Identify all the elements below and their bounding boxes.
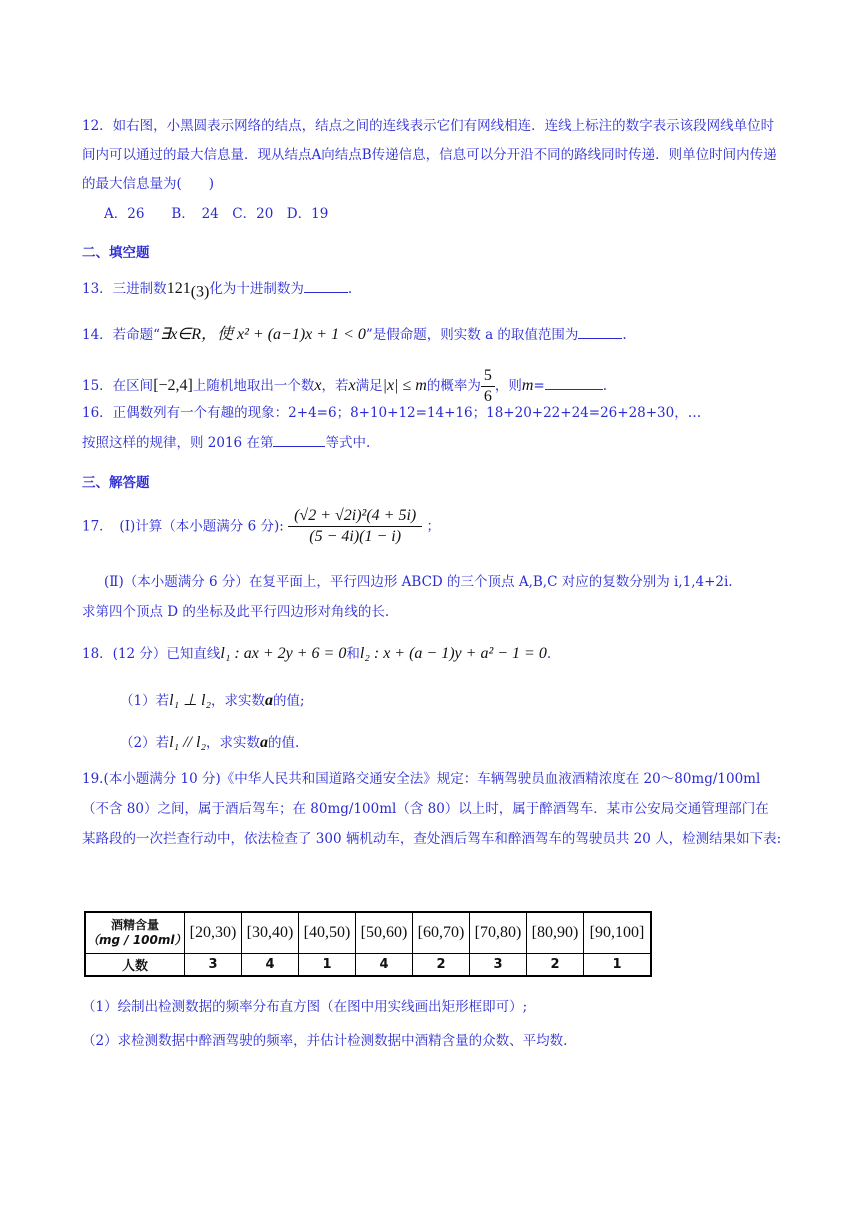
q18-s2-end: 的值.	[268, 735, 300, 751]
question-12-text: 12．如右图，小黑圆表示网络的结点，结点之间的连线表示它们有网线相连．连线上标注的数字表示该段网线单位时间内可以通过的最大信息量．现从结点A向结点B传递信息，信息可以分开沿不同的路线同时传递．则单位时间内传递的最大信息量为( )	[82, 118, 777, 192]
q15-mid5: ，则	[494, 378, 522, 394]
section-heading-fill: 二、填空题	[82, 245, 150, 261]
q15-mid2: ，若	[321, 378, 349, 394]
q18-s1-end: 的值;	[273, 693, 305, 709]
table-interval-cell: [90,100]	[584, 912, 652, 954]
q18-s1-prefix: （1）若	[120, 693, 170, 709]
q18-end: .	[546, 646, 552, 662]
q13-base: (3)	[190, 283, 210, 301]
q18-s2-var: a	[260, 734, 268, 751]
q17-part1-prefix: 17． (Ⅰ)计算（本小题满分 6 分):	[82, 518, 284, 535]
table-header-row	[85, 912, 651, 954]
question-12-options: A．26 B． 24 C．20 D．19	[104, 206, 329, 222]
question-16-line1: 16．正偶数列有一个有趣的现象：2+4=6；8+10+12=14+16；18+20+22+24=26+28+30，…	[82, 405, 702, 421]
q15-mid1: 上随机地取出一个数	[192, 378, 315, 394]
q18-s2-expr: l₁ // l₂	[169, 734, 206, 751]
question-13: 13．三进制数$121_{(3)}$化为十进制数为 .	[82, 280, 353, 301]
q14-expr: ∃x∈R，使 x² + (a−1)x + 1 < 0	[160, 326, 366, 343]
question-18-sub2	[120, 733, 299, 753]
table-interval-cell: [50,60)	[356, 912, 413, 954]
q13-suffix: 化为十进制数为	[209, 281, 304, 297]
table-count-label: 人数	[85, 954, 185, 977]
q15-mid3: 满足	[355, 378, 383, 394]
q18-and: 和	[346, 646, 360, 662]
question-17-part2: (Ⅱ)（本小题满分 6 分）在复平面上，平行四边形 ABCD 的三个顶点 A,B,C 对应的复数分别为 i,1,4+2i.	[104, 574, 733, 590]
table-count-cell: 3	[470, 954, 527, 977]
q18-s2-prefix: （2）若	[120, 735, 170, 751]
q18-l2: l₂ : x + (a − 1)y + a² − 1 = 0	[359, 645, 547, 662]
table-count-cell: 3	[185, 954, 242, 977]
question-14: 14．若命题“∃x∈R，使 x² + (a−1)x + 1 < 0”是假命题，则实数 a 的取值范围为 .	[82, 326, 627, 343]
table-label-cell	[85, 912, 185, 954]
q13-prefix: 13．三进制数	[82, 281, 167, 297]
q17-denominator: (5 − 4i)(1 − i)	[309, 528, 402, 545]
q18-s1-expr: l₁ ⊥ l₂	[169, 692, 212, 709]
q15-cond: |x| ≤ m	[382, 377, 427, 394]
q17-fraction	[288, 506, 422, 547]
section-heading-solve: 三、解答题	[82, 475, 150, 491]
q14-suffix: ”是假命题，则实数 a 的取值范围为	[365, 327, 579, 343]
answer-blank[interactable]	[578, 325, 622, 339]
question-16-line2	[82, 433, 370, 453]
table-interval-cell: [60,70)	[413, 912, 470, 954]
q15-num: 5	[481, 366, 495, 387]
q15-den: 6	[483, 388, 492, 405]
question-18	[82, 644, 551, 664]
table-count-cell: 1	[584, 954, 652, 977]
table-count-cell: 2	[413, 954, 470, 977]
question-18-sub1	[120, 691, 305, 711]
q15-m: m	[521, 377, 534, 394]
table-count-cell: 1	[299, 954, 356, 977]
q18-s1-suffix: ，求实数	[211, 693, 266, 709]
table-interval-cell: [70,80)	[470, 912, 527, 954]
question-17-part1	[82, 506, 440, 547]
question-19	[82, 764, 782, 854]
q15-var-2: x	[348, 377, 356, 394]
q17-numerator: (√2 + √2i)²(4 + 5i)	[288, 506, 422, 527]
table-count-cell: 4	[242, 954, 299, 977]
table-label-line2: （mg / 100ml）	[87, 933, 187, 947]
q15-fraction	[481, 366, 495, 407]
table-count-row	[85, 954, 651, 977]
q18-s2-suffix: ，求实数	[206, 735, 260, 751]
q15-interval: [−2,4]	[153, 377, 193, 394]
q18-l1: l₁ : ax + 2y + 6 = 0	[220, 645, 347, 662]
answer-blank[interactable]	[545, 376, 603, 390]
answer-blank[interactable]	[304, 279, 348, 293]
table-interval-cell: [40,50)	[299, 912, 356, 954]
question-17-part2-line2: 求第四个顶点 D 的坐标及此平行四边形对角线的长.	[82, 604, 390, 620]
q15-prefix: 15．在区间	[82, 378, 154, 394]
q15-mid4: 的概率为	[426, 378, 481, 394]
q17-part1-suffix: ；	[426, 518, 441, 535]
q16-line2b: 等式中.	[325, 435, 371, 451]
q16-line2a: 按照这样的规律，则 2016 在第	[82, 435, 274, 451]
table-count-cell: 2	[527, 954, 584, 977]
table-interval-cell: [20,30)	[185, 912, 242, 954]
q14-prefix: 14．若命题“	[82, 327, 161, 343]
table-label-line1: 酒精含量	[110, 918, 159, 932]
table-interval-cell: [30,40)	[242, 912, 299, 954]
table-interval-cell: [80,90)	[527, 912, 584, 954]
q15-var: x	[314, 377, 322, 394]
question-19-text: 19.(本小题满分 10 分)《中华人民共和国道路交通安全法》规定：车辆驾驶员血液酒精浓度在 20～80mg/100ml（不含 80）之间，属于酒后驾车；在 80mg/100ml（含 80）以上时，属于醉酒驾车．某市公安局交通管理部门在某路段的一次拦查行动中，依法检查了 300 辆机动车，查处酒后驾车和醉酒驾车的驾驶员共 20 人，检测结果如下表:	[82, 771, 782, 847]
q13-number: 121	[166, 280, 191, 297]
question-15: 15．在区间[−2,4]上随机地取出一个数x，若x满足|x| ≤ m的概率为 $\frac{5}{6}$ ，则m= .	[82, 367, 607, 405]
question-19-sub1: （1）绘制出检测数据的频率分布直方图（在图中用实线画出矩形框即可）;	[82, 999, 528, 1015]
q15-eq: =	[533, 378, 545, 394]
question-12	[82, 112, 782, 199]
alcohol-data-table	[84, 911, 652, 977]
table-count-cell: 4	[356, 954, 413, 977]
answer-blank[interactable]	[273, 433, 325, 447]
q18-s1-var: a	[265, 692, 274, 709]
q18-prefix: 18．(12 分）已知直线	[82, 646, 221, 662]
question-19-sub2: （2）求检测数据中醉酒驾驶的频率，并估计检测数据中酒精含量的众数、平均数.	[82, 1033, 568, 1049]
